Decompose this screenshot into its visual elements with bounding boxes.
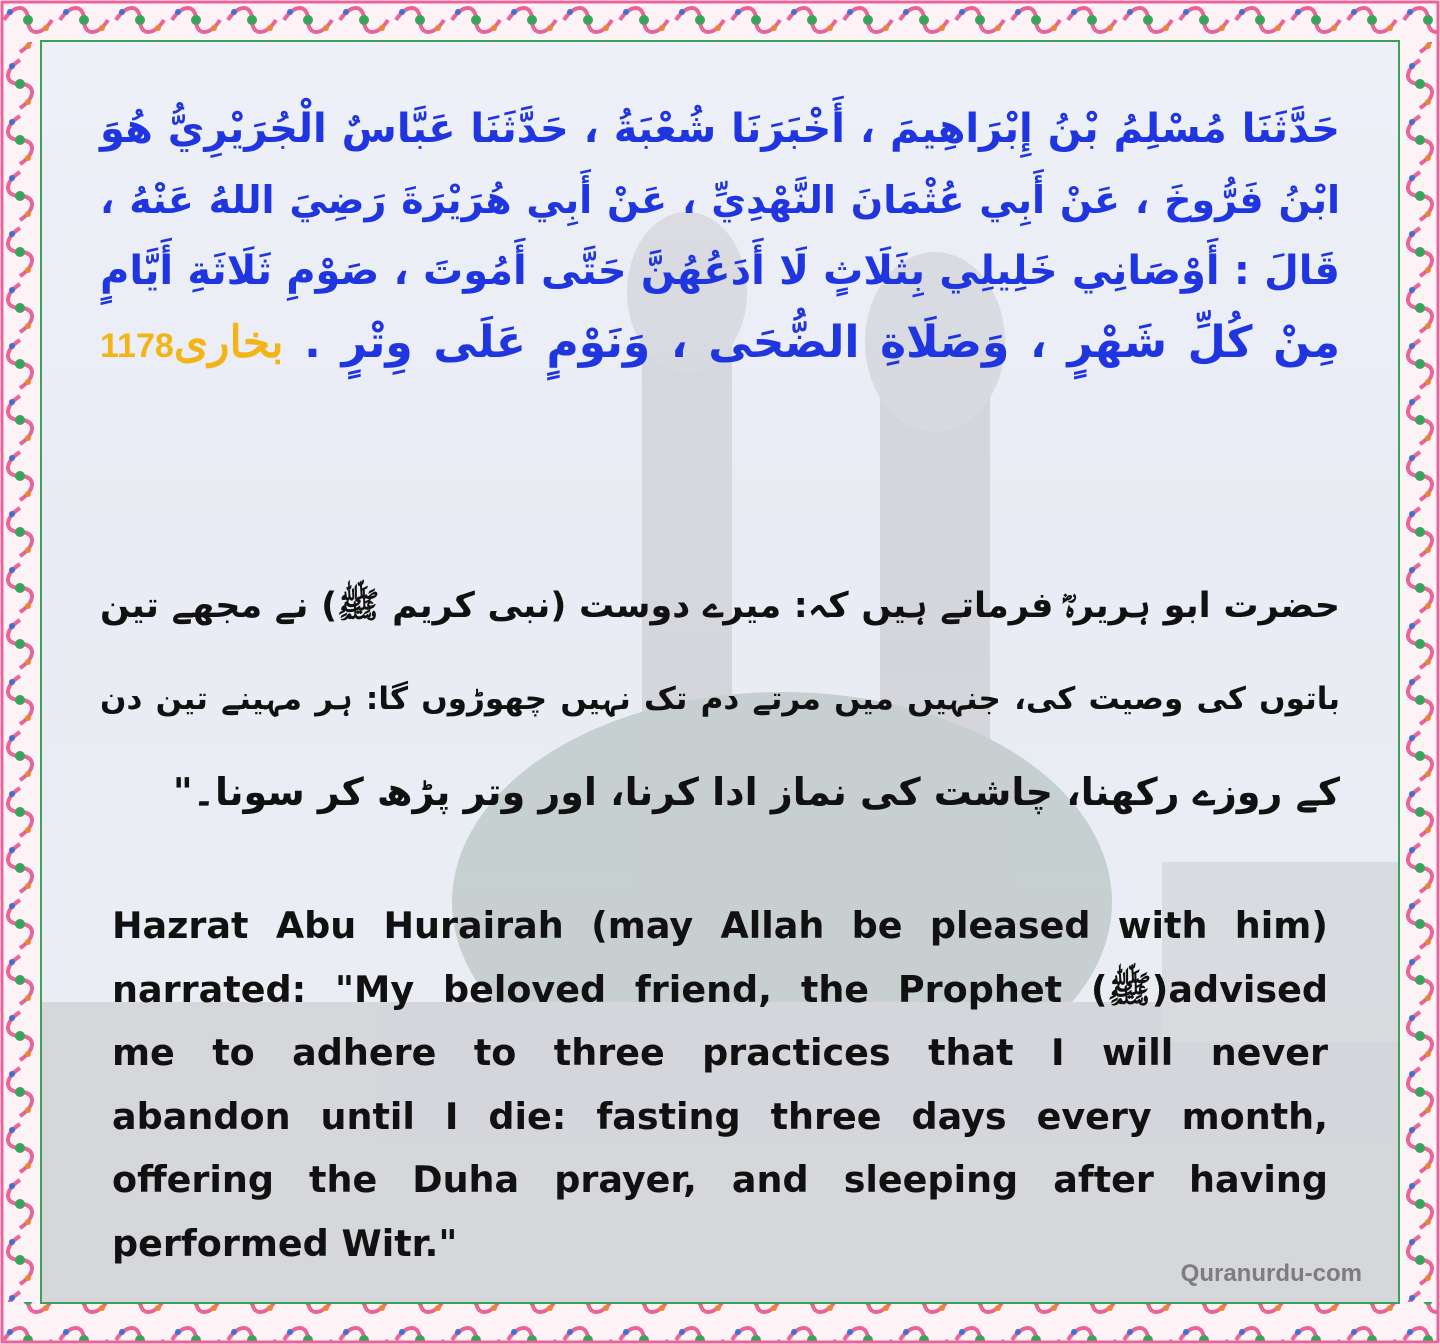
english-line: me to adhere to three practices that I will never — [112, 1031, 1328, 1074]
english-translation — [112, 894, 1328, 1275]
urdu-line: حضرت ابو ہریرہؓ فرماتے ہیں کہ: میرے دوست (نبی کریم ﷺ) نے مجھے تین — [100, 586, 1340, 626]
content-panel — [42, 42, 1398, 1302]
urdu-line: باتوں کی وصیت کی، جنہیں میں مرتے دم تک نہیں چھوڑوں گا: ہر مہینے تین دن — [100, 681, 1340, 717]
english-line: performed Witr." — [112, 1221, 458, 1265]
site-watermark: Quranurdu-com — [1180, 1260, 1362, 1287]
arabic-line: قَالَ : أَوْصَانِي خَلِيلِي بِثَلَاثٍ لَا أَدَعُهُنَّ حَتَّى أَمُوتَ ، صَوْمِ ثَلَاثَةِ أَيَّامٍ — [100, 248, 1340, 294]
reference-number: 1178 — [100, 327, 174, 365]
arabic-line: ابْنُ فَرُّوخَ ، عَنْ أَبِي عُثْمَانَ النَّهْدِيِّ ، عَنْ أَبِي هُرَيْرَةَ رَضِيَ اللهُ عَنْهُ ، — [100, 178, 1340, 222]
arabic-hadith-text — [100, 94, 1340, 382]
arabic-line-with-reference — [100, 307, 1340, 382]
english-line: narrated: "My beloved friend, the Prophet (ﷺ)advised — [112, 967, 1328, 1011]
reference-book: بخاری — [173, 318, 284, 367]
english-line: abandon until I die: fasting three days every month, — [112, 1094, 1328, 1138]
english-line: Hazrat Abu Hurairah (may Allah be pleased with him) — [112, 904, 1328, 947]
arabic-line: حَدَّثَنَا مُسْلِمُ بْنُ إِبْرَاهِيمَ ، أَخْبَرَنَا شُعْبَةُ ، حَدَّثَنَا عَبَّاسٌ الْجُرَيْرِيُّ هُوَ — [100, 106, 1340, 152]
arabic-line: مِنْ كُلِّ شَهْرٍ ، وَصَلَاةِ الضُّحَى ، وَنَوْمٍ عَلَى وِتْرٍ . — [304, 317, 1340, 368]
urdu-translation — [100, 560, 1340, 839]
urdu-line: کے روزے رکھنا، چاشت کی نماز ادا کرنا، اور وتر پڑھ کر سونا۔" — [172, 770, 1340, 814]
english-line: offering the Duha prayer, and sleeping after having — [112, 1158, 1328, 1201]
